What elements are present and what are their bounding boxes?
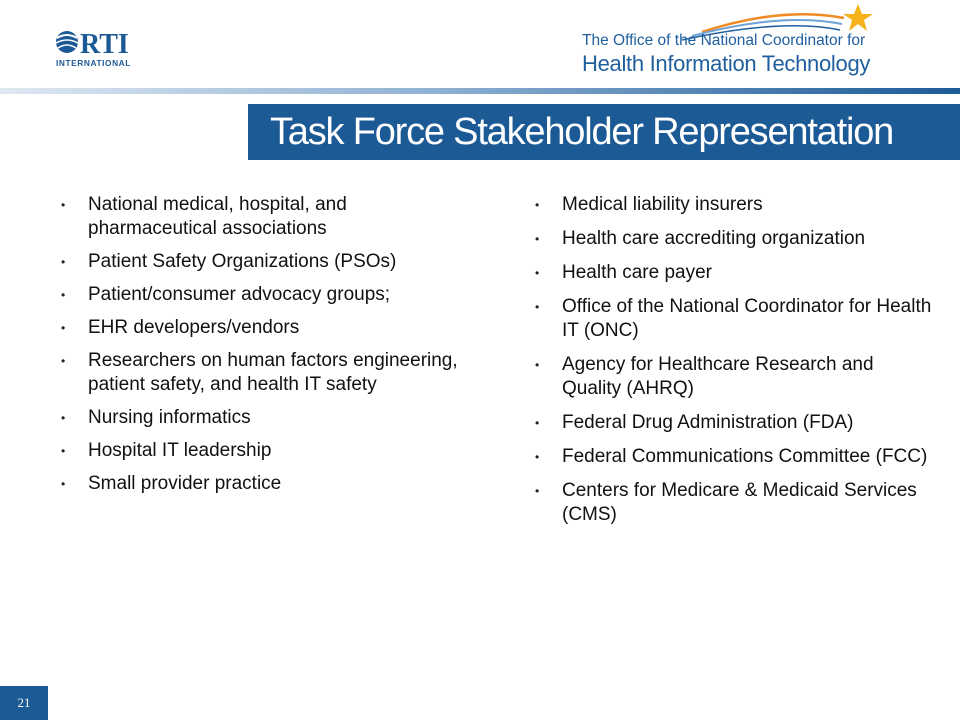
rti-international-logo <box>55 28 155 72</box>
list-item: • National medical, hospital, and pharmaceutical associations <box>58 193 478 241</box>
list-item: • Small provider practice <box>58 472 478 496</box>
list-item: • Nursing informatics <box>58 406 478 430</box>
list-item: • Health care accrediting organization <box>532 227 932 251</box>
right-bullet-list <box>532 193 932 537</box>
onc-name-line2: Health Information Technology <box>582 51 871 76</box>
onc-logo <box>582 2 882 78</box>
list-item: • EHR developers/vendors <box>58 316 478 340</box>
slide-title: Task Force Stakeholder Representation <box>270 111 894 153</box>
list-item: • Agency for Healthcare Research and Quality (AHRQ) <box>532 353 932 401</box>
list-item: • Hospital IT leadership <box>58 439 478 463</box>
list-item: • Federal Drug Administration (FDA) <box>532 411 932 435</box>
left-bullet-list <box>58 193 478 505</box>
onc-star-icon <box>843 4 873 31</box>
rti-wordmark: RTI <box>80 29 129 60</box>
list-item: • Patient/consumer advocacy groups; <box>58 283 478 307</box>
list-item: • Researchers on human factors engineering, patient safety, and health IT safety <box>58 349 478 397</box>
rti-globe-icon <box>56 31 78 53</box>
header-divider <box>0 88 960 94</box>
list-item: • Health care payer <box>532 261 932 285</box>
list-item: • Federal Communications Committee (FCC) <box>532 445 932 469</box>
title-bar <box>248 104 960 160</box>
list-item: • Office of the National Coordinator for Health IT (ONC) <box>532 295 932 343</box>
page-number-badge: 21 <box>0 686 48 720</box>
list-item: • Medical liability insurers <box>532 193 932 217</box>
list-item: • Centers for Medicare & Medicaid Services (CMS) <box>532 479 932 527</box>
onc-name-line1: The Office of the National Coordinator for <box>582 32 866 49</box>
list-item: • Patient Safety Organizations (PSOs) <box>58 250 478 274</box>
rti-subtext: INTERNATIONAL <box>56 58 131 68</box>
